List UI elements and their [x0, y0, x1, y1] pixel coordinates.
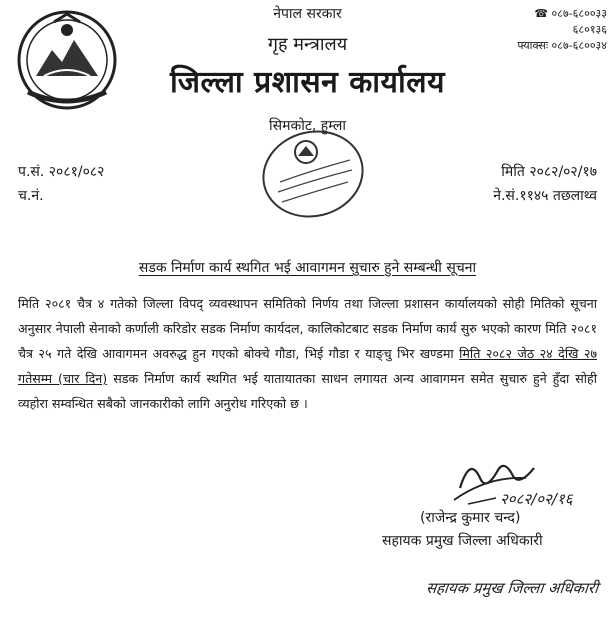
- handwritten-date: २०८२/०२/१६: [500, 490, 573, 508]
- date-block: [493, 160, 597, 208]
- office-name: जिल्ला प्रशासन कार्यालय: [170, 65, 445, 100]
- letter-date: मिति २०८२/०२/१७: [501, 164, 597, 180]
- designation-stamp-text: सहायक प्रमुख जिल्ला अधिकारी: [425, 579, 600, 597]
- body-text-1: मिति २०८१ चैत्र ४ गतेको जिल्ला विपद् व्यवस्थापन समितिको निर्णय तथा जिल्ला प्रशासन कार्यालयको सोही मितिको सूचना अनुसार नेपाली सेनाको कर्णाली करिडोर सडक निर्माण कार्यदल, कालिकोटबाट सडक निर्माण कार्य सुरु भएको कारण मिति २०८१ चैत्र २५ गते देखि आवागमन अवरुद्ध हुन गएको बोक्चे गौडा, भिई गौडा र याङ्चु भिर खण्डमा: [18, 296, 597, 361]
- body-highlight: मिति २०८२ जेठ २४ देखि २७ गतेसम्म (चार दिन): [18, 346, 597, 386]
- dispatch-number: च.नं.: [18, 188, 44, 204]
- body-text-2: सडक निर्माण कार्य स्थगित भई यातायातका साधन लगायत अन्य आवागमन समेत सुचारु हुने हुँदा सोही व्यहोरा सम्वन्धित सबैको जानकारीको लागि अनुरोध गरिएको छ ।: [18, 371, 597, 411]
- notice-subject: [0, 258, 615, 277]
- letter-number: प.सं. २०८१/०८२: [18, 164, 105, 180]
- subject-text: सडक निर्माण कार्य स्थगित भई आवागमन सुचारु हुने सम्बन्धी सूचना: [138, 260, 477, 276]
- designation-stamp: [424, 570, 614, 602]
- reference-block: [18, 160, 104, 208]
- signer-title: सहायक प्रमुख जिल्ला अधिकारी: [382, 533, 543, 549]
- fax-number: फ्याक्सः ०८७-६८००३४: [517, 39, 607, 52]
- phone-number-2: ६८०१३६: [572, 23, 607, 36]
- office-stamp: [258, 126, 368, 222]
- nepal-sambat-date: ने.सं.११४५ तछलाथ्व: [493, 188, 597, 204]
- notice-body: [18, 291, 597, 416]
- phone-number: ☎ ०८७-६८००३३: [534, 7, 607, 20]
- office-location: सिमकोट, हुम्ला: [269, 118, 346, 134]
- ministry-name: गृह मन्त्रालय: [267, 34, 348, 55]
- contact-block: [517, 6, 607, 54]
- signer-name: (राजेन्द्र कुमार चन्द): [420, 510, 521, 526]
- government-name: नेपाल सरकार: [273, 6, 342, 22]
